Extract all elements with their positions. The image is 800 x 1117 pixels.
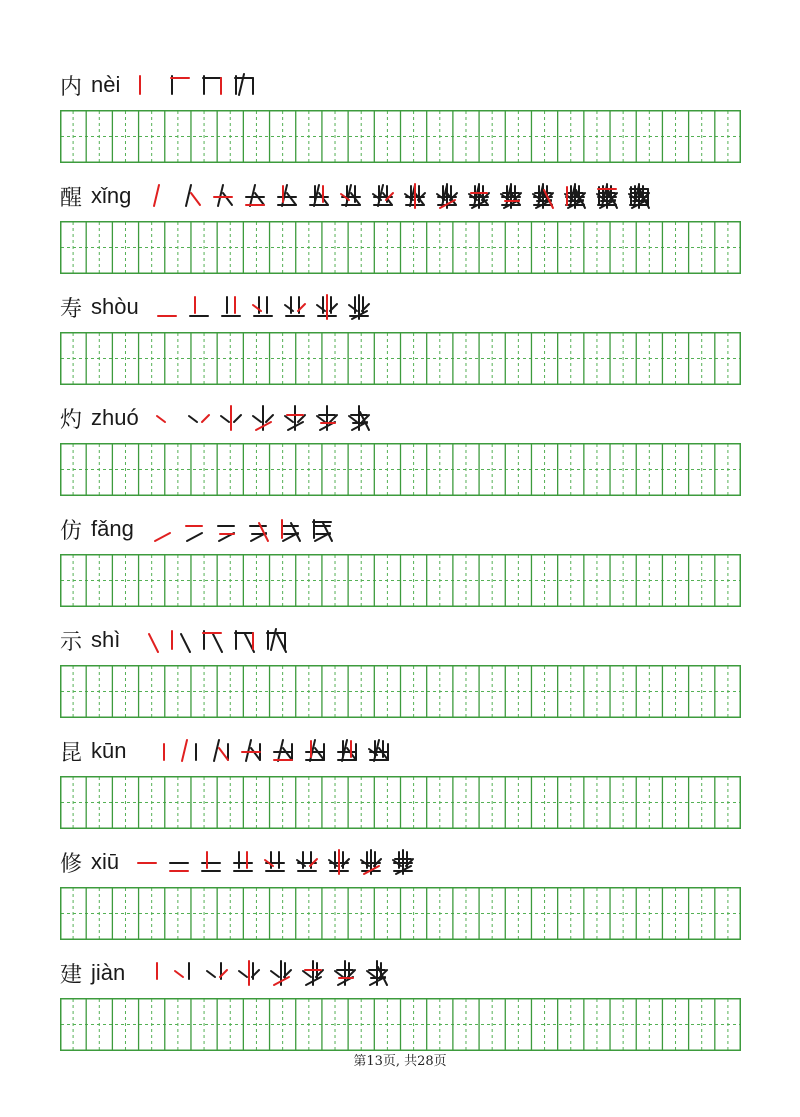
stroke-step-icon	[497, 182, 525, 210]
entry-fang	[60, 512, 741, 612]
entry-heading	[60, 623, 290, 657]
stroke-step-icon	[433, 182, 461, 210]
writing-grid	[60, 998, 741, 1051]
character-label: 昆	[60, 740, 83, 766]
stroke-step-icon	[345, 293, 373, 321]
stroke-step-icon	[139, 959, 167, 987]
entry-heading	[60, 179, 653, 213]
pinyin-label: nèi	[91, 72, 121, 97]
stroke-step-icon	[625, 182, 653, 210]
stroke-step-icon	[198, 71, 226, 99]
stroke-step-icon	[325, 848, 353, 876]
character-label: 灼	[60, 407, 83, 433]
pinyin-label: fǎng	[91, 516, 134, 541]
stroke-step-icon	[198, 626, 226, 654]
stroke-step-icon	[273, 182, 301, 210]
stroke-step-icon	[133, 848, 161, 876]
entry-heading	[60, 734, 393, 768]
stroke-step-icon	[229, 848, 257, 876]
stroke-step-icon	[333, 737, 361, 765]
stroke-step-icon	[177, 182, 205, 210]
character-label: 寿	[60, 296, 83, 322]
writing-grid	[60, 776, 741, 829]
stroke-step-icon	[230, 71, 258, 99]
stroke-step-icon	[209, 182, 237, 210]
entry-jian	[60, 956, 741, 1056]
writing-grid	[60, 221, 741, 274]
stroke-step-icon	[244, 515, 272, 543]
stroke-step-icon	[313, 404, 341, 432]
stroke-step-icon	[249, 293, 277, 321]
stroke-step-icon	[134, 71, 162, 99]
pinyin-label: shòu	[91, 294, 139, 319]
character-label: 修	[60, 851, 83, 877]
entry-heading	[60, 401, 373, 435]
stroke-step-icon	[308, 515, 336, 543]
page-number: 第13页, 共28页	[353, 1054, 447, 1069]
stroke-step-icon	[365, 737, 393, 765]
stroke-step-icon	[331, 959, 359, 987]
stroke-step-icon	[153, 404, 181, 432]
entry-heading	[60, 512, 336, 546]
stroke-step-icon	[148, 515, 176, 543]
stroke-order-sequence	[145, 182, 653, 210]
stroke-step-icon	[134, 626, 162, 654]
stroke-step-icon	[363, 959, 391, 987]
stroke-order-sequence	[134, 71, 258, 99]
stroke-step-icon	[293, 848, 321, 876]
pinyin-label: kūn	[91, 738, 127, 763]
stroke-step-icon	[261, 848, 289, 876]
stroke-step-icon	[465, 182, 493, 210]
stroke-order-sequence	[153, 293, 373, 321]
stroke-order-sequence	[148, 515, 336, 543]
writing-grid	[60, 554, 741, 607]
stroke-step-icon	[205, 737, 233, 765]
stroke-order-sequence	[153, 404, 373, 432]
pinyin-label: xiū	[91, 849, 120, 874]
stroke-step-icon	[401, 182, 429, 210]
stroke-step-icon	[337, 182, 365, 210]
stroke-step-icon	[203, 959, 231, 987]
character-label: 示	[60, 629, 83, 655]
writing-grid	[60, 443, 741, 496]
stroke-step-icon	[299, 959, 327, 987]
pinyin-label: jiàn	[91, 960, 126, 985]
entry-heading	[60, 68, 258, 102]
stroke-step-icon	[235, 959, 263, 987]
writing-grid	[60, 110, 741, 163]
stroke-step-icon	[212, 515, 240, 543]
stroke-step-icon	[301, 737, 329, 765]
stroke-step-icon	[185, 293, 213, 321]
character-label: 仿	[60, 518, 83, 544]
writing-grid	[60, 887, 741, 940]
stroke-step-icon	[561, 182, 589, 210]
entry-shi	[60, 623, 741, 723]
stroke-step-icon	[276, 515, 304, 543]
stroke-step-icon	[241, 182, 269, 210]
stroke-step-icon	[529, 182, 557, 210]
stroke-step-icon	[185, 404, 213, 432]
character-label: 建	[60, 962, 83, 988]
stroke-step-icon	[369, 182, 397, 210]
character-label: 内	[60, 74, 83, 100]
stroke-step-icon	[197, 848, 225, 876]
stroke-step-icon	[230, 626, 258, 654]
stroke-step-icon	[145, 182, 173, 210]
entry-xiu	[60, 845, 741, 945]
entry-nei	[60, 68, 741, 168]
writing-grid	[60, 665, 741, 718]
stroke-step-icon	[217, 404, 245, 432]
stroke-step-icon	[173, 737, 201, 765]
stroke-step-icon	[357, 848, 385, 876]
entry-heading	[60, 845, 417, 879]
stroke-step-icon	[249, 404, 277, 432]
stroke-step-icon	[262, 626, 290, 654]
entry-xing	[60, 179, 741, 279]
stroke-step-icon	[281, 404, 309, 432]
stroke-step-icon	[171, 959, 199, 987]
entry-heading	[60, 290, 373, 324]
stroke-step-icon	[281, 293, 309, 321]
stroke-step-icon	[180, 515, 208, 543]
pinyin-label: xǐng	[91, 183, 132, 208]
stroke-step-icon	[269, 737, 297, 765]
writing-grid	[60, 332, 741, 385]
entry-kun	[60, 734, 741, 834]
stroke-step-icon	[153, 293, 181, 321]
stroke-order-sequence	[133, 848, 417, 876]
stroke-order-sequence	[141, 737, 393, 765]
stroke-step-icon	[305, 182, 333, 210]
stroke-step-icon	[165, 848, 193, 876]
entry-zhuo	[60, 401, 741, 501]
stroke-order-sequence	[134, 626, 290, 654]
stroke-step-icon	[166, 626, 194, 654]
stroke-step-icon	[141, 737, 169, 765]
stroke-order-sequence	[139, 959, 391, 987]
pinyin-label: shì	[91, 627, 121, 652]
stroke-step-icon	[217, 293, 245, 321]
pinyin-label: zhuó	[91, 405, 139, 430]
character-label: 醒	[60, 185, 83, 211]
stroke-step-icon	[593, 182, 621, 210]
stroke-step-icon	[237, 737, 265, 765]
entry-shou	[60, 290, 741, 390]
stroke-step-icon	[313, 293, 341, 321]
stroke-step-icon	[166, 71, 194, 99]
stroke-step-icon	[389, 848, 417, 876]
stroke-step-icon	[267, 959, 295, 987]
entry-heading	[60, 956, 391, 990]
stroke-step-icon	[345, 404, 373, 432]
